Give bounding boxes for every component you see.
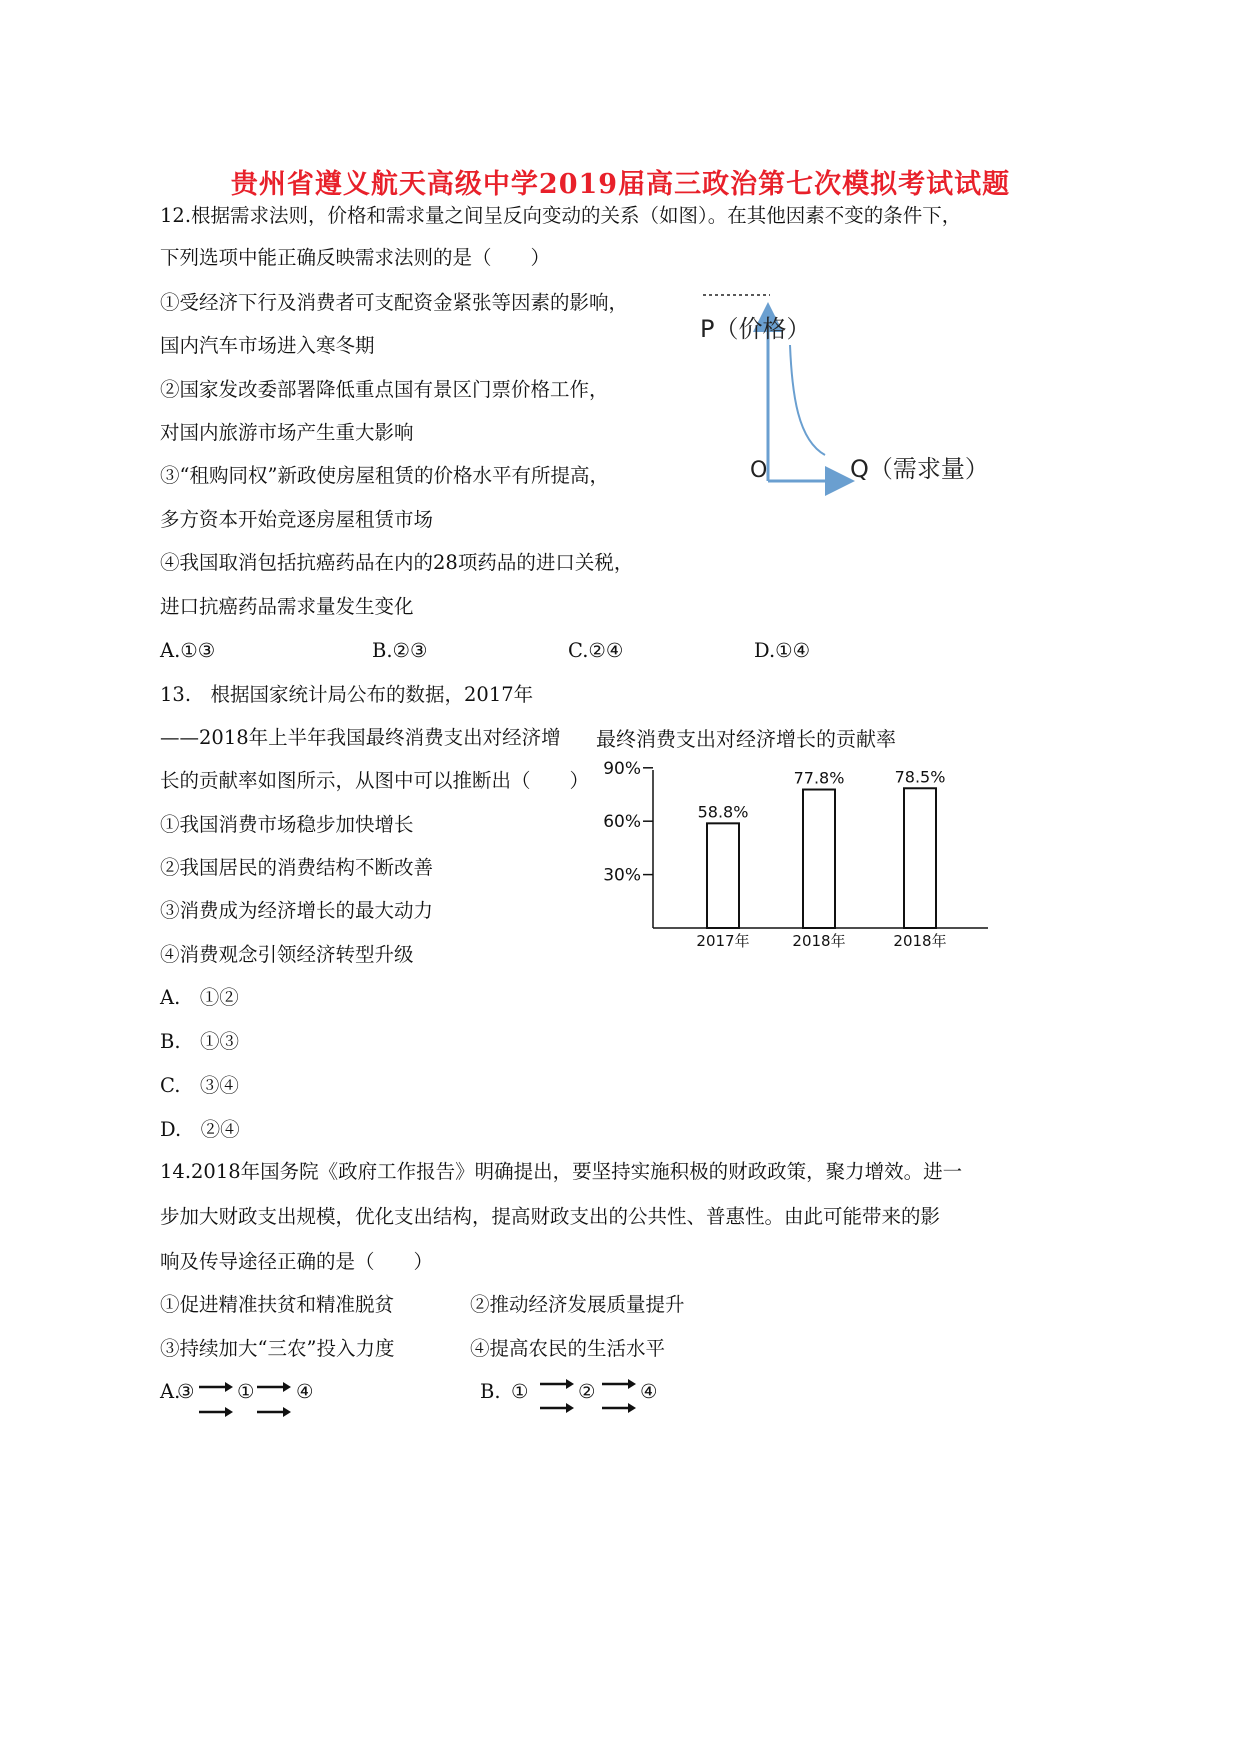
q14-choice-a-label: A. — [160, 1380, 181, 1403]
q13-option-1: ①我国消费市场稳步加快增长 — [160, 813, 414, 836]
q13-option-4: ④消费观念引领经济转型升级 — [160, 943, 414, 966]
x-tick-label: 2017年 — [696, 932, 750, 950]
q13-choice-b[interactable]: B. ①③ — [160, 1030, 240, 1053]
q14-option-4: ④提高农民的生活水平 — [470, 1337, 666, 1360]
arrow-icon — [283, 1407, 291, 1417]
q12-stem-line2: 下列选项中能正确反映需求法则的是（ ） — [160, 246, 551, 269]
arrow-icon — [566, 1379, 574, 1389]
y-tick-label: 60% — [603, 812, 641, 833]
demand-curve — [790, 345, 825, 455]
q14-choice-a-arrows — [195, 1378, 305, 1428]
q12-option-3-line2: 多方资本开始竞逐房屋租赁市场 — [160, 508, 434, 531]
y-axis-label: P（价格） — [700, 315, 811, 343]
q12-choice-a[interactable]: A.①③ — [160, 639, 216, 662]
x-tick-label: 2018年 — [792, 932, 846, 950]
q14-choice-b-step2: ② — [578, 1380, 596, 1403]
bar — [803, 790, 835, 928]
q14-stem-line2: 步加大财政支出规模，优化支出结构，提高财政支出的公共性、普惠性。由此可能带来的影 — [160, 1205, 941, 1228]
q12-stem-line1: 12.根据需求法则，价格和需求量之间呈反向变动的关系（如图）。在其他因素不变的条件下， — [160, 204, 962, 227]
arrow-icon — [628, 1403, 636, 1413]
q12-option-4-line2: 进口抗癌药品需求量发生变化 — [160, 595, 414, 618]
contribution-rate-chart — [590, 720, 1000, 960]
q14-option-1: ①促进精准扶贫和精准脱贫 — [160, 1293, 395, 1316]
x-tick-label: 2018年 — [893, 932, 947, 950]
q12-option-4-line1: ④我国取消包括抗癌药品在内的28项药品的进口关税， — [160, 551, 634, 574]
arrow-icon — [283, 1382, 291, 1392]
q12-option-1-line1: ①受经济下行及消费者可支配资金紧张等因素的影响， — [160, 291, 629, 314]
q13-choice-c[interactable]: C. ③④ — [160, 1074, 239, 1097]
q14-choice-b-step3: ④ — [640, 1380, 658, 1403]
q14-choice-a-step2: ① — [237, 1380, 255, 1403]
q14-option-2: ②推动经济发展质量提升 — [470, 1293, 685, 1316]
q13-stem-line3: 长的贡献率如图所示，从图中可以推断出（ ） — [160, 769, 590, 792]
q13-stem-line2: ——2018年上半年我国最终消费支出对经济增 — [160, 726, 561, 749]
q12-option-1-line2: 国内汽车市场进入寒冬期 — [160, 334, 375, 357]
y-tick-label: 30% — [603, 865, 641, 886]
chart-title: 最终消费支出对经济增长的贡献率 — [596, 727, 896, 751]
arrow-icon — [628, 1379, 636, 1389]
q12-choice-c[interactable]: C.②④ — [568, 639, 624, 662]
q13-choice-d[interactable]: D. ②④ — [160, 1118, 240, 1141]
y-tick-label: 90% — [603, 758, 641, 779]
x-axis-label: Q（需求量） — [850, 455, 989, 483]
origin-label: O — [750, 458, 768, 483]
data-label: 78.5% — [894, 767, 946, 787]
data-label: 77.8% — [793, 768, 845, 788]
q12-choice-d[interactable]: D.①④ — [754, 639, 811, 662]
q14-choice-a-step3: ④ — [296, 1380, 314, 1403]
q12-option-2-line1: ②国家发改委部署降低重点国有景区门票价格工作， — [160, 378, 609, 401]
bar — [904, 788, 936, 928]
q14-stem-line1: 14.2018年国务院《政府工作报告》明确提出，要坚持实施积极的财政政策，聚力增效。进一 — [160, 1160, 963, 1183]
q14-choice-a-step1: ③ — [177, 1380, 195, 1403]
q14-choice-b-step1: ① — [511, 1380, 529, 1403]
q14-stem-line3: 响及传导途径正确的是（ ） — [160, 1250, 434, 1273]
q14-choice-b-label: B. — [480, 1380, 501, 1403]
data-label: 58.8% — [697, 802, 749, 822]
arrow-icon — [225, 1407, 233, 1417]
arrow-icon — [566, 1403, 574, 1413]
bar — [707, 823, 739, 928]
q13-option-2: ②我国居民的消费结构不断改善 — [160, 856, 434, 879]
page-title: 贵州省遵义航天高级中学2019届高三政治第七次模拟考试试题 — [230, 169, 1011, 200]
q13-stem-line1: 13. 根据国家统计局公布的数据，2017年 — [160, 683, 534, 706]
q12-option-2-line2: 对国内旅游市场产生重大影响 — [160, 421, 414, 444]
q14-option-3: ③持续加大“三农”投入力度 — [160, 1337, 395, 1360]
q12-choice-b[interactable]: B.②③ — [372, 639, 428, 662]
q13-choice-a[interactable]: A. ①② — [160, 986, 239, 1009]
q12-option-3-line1: ③“租购同权”新政使房屋租赁的价格水平有所提高， — [160, 464, 609, 487]
demand-curve-graph — [690, 285, 989, 500]
q14-choice-b-arrows — [536, 1376, 646, 1426]
arrow-icon — [225, 1382, 233, 1392]
q13-option-3: ③消费成为经济增长的最大动力 — [160, 899, 434, 922]
